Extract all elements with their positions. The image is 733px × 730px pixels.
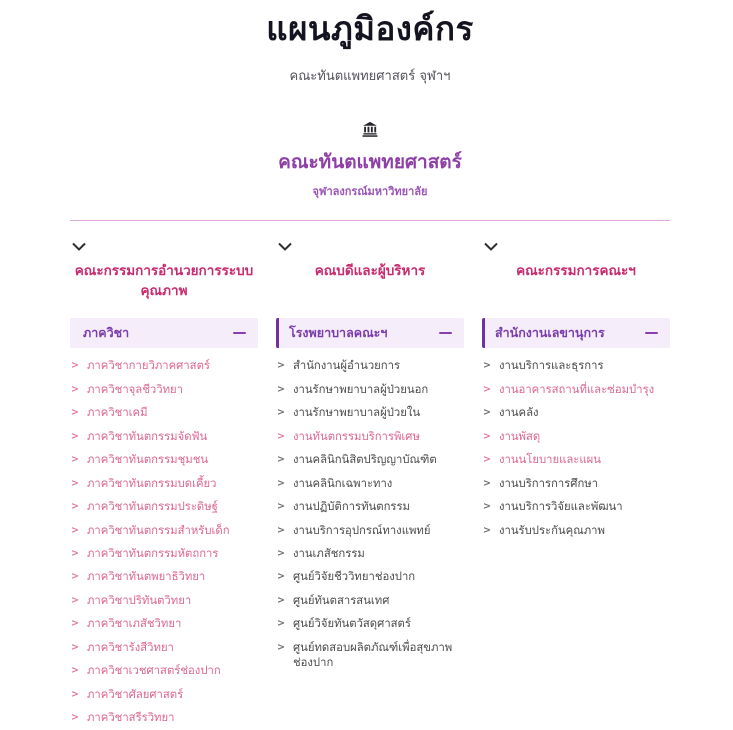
list-item[interactable] xyxy=(71,543,258,566)
list-item-label: ภาควิชาสรีรวิทยา xyxy=(86,711,175,725)
list-item[interactable] xyxy=(483,425,670,448)
chevron-right-icon: > xyxy=(277,501,285,513)
chevron-right-icon: > xyxy=(71,501,79,513)
list-item[interactable] xyxy=(483,449,670,472)
group-title-link[interactable]: คณะกรรมการคณะฯ xyxy=(516,263,636,279)
chevron-right-icon: > xyxy=(483,524,491,536)
chevron-right-icon: > xyxy=(277,594,285,606)
list-item[interactable] xyxy=(71,660,258,683)
org-columns xyxy=(70,235,670,730)
chevron-right-icon: > xyxy=(71,594,79,606)
list-item[interactable] xyxy=(483,519,670,542)
list-item-label: งานบริการและธุรการ xyxy=(498,359,604,373)
list-item[interactable] xyxy=(483,355,670,378)
list-item-label: งานบริการอุปกรณ์ทางแพทย์ xyxy=(292,523,431,537)
list-item[interactable] xyxy=(277,636,464,674)
chevron-right-icon: > xyxy=(277,618,285,630)
minus-icon xyxy=(233,332,246,334)
list-item[interactable] xyxy=(71,496,258,519)
list-item-label: ภาควิชาทันตกรรมสำหรับเด็ก xyxy=(86,523,230,537)
group-title-link[interactable]: คณบดีและผู้บริหาร xyxy=(314,263,426,279)
page-title: แผนภูมิองค์กร xyxy=(266,9,474,48)
expand-toggle-button[interactable] xyxy=(484,239,504,253)
page-subtitle: คณะทันตแพทยศาสตร์ จุฬาฯ xyxy=(289,69,451,84)
list-item-label: ศูนย์วิจัยทันตวัสดุศาสตร์ xyxy=(292,617,411,631)
chevron-right-icon: > xyxy=(277,641,285,653)
list-item[interactable] xyxy=(71,355,258,378)
list-item[interactable] xyxy=(277,590,464,613)
list-item-label: งานบริการวิจัยและพัฒนา xyxy=(498,500,623,514)
chevron-right-icon: > xyxy=(71,477,79,489)
list-item[interactable] xyxy=(277,519,464,542)
list-item-label: ศูนย์วิจัยชีววิทยาช่องปาก xyxy=(292,570,416,584)
list-item-label: ภาควิชารังสีวิทยา xyxy=(86,640,174,654)
collapse-button[interactable] xyxy=(439,328,452,338)
list-item-label: ภาควิชาทันตกรรมประดิษฐ์ xyxy=(86,500,218,514)
list-item-label: งานรักษาพยาบาลผู้ป่วยใน xyxy=(292,406,421,420)
list-item[interactable] xyxy=(277,355,464,378)
chevron-right-icon: > xyxy=(277,383,285,395)
list-item-label: ภาควิชาปริทันตวิทยา xyxy=(86,593,192,607)
chevron-right-icon: > xyxy=(483,360,491,372)
collapse-button[interactable] xyxy=(645,328,658,338)
chevron-right-icon: > xyxy=(71,548,79,560)
panel-title: สำนักงานเลขานุการ xyxy=(495,325,605,340)
list-item-label: งานบริการการศึกษา xyxy=(498,476,599,490)
list-item-label: ภาควิชาเคมี xyxy=(86,406,148,420)
institution-icon xyxy=(361,120,379,138)
chevron-right-icon: > xyxy=(483,454,491,466)
chevron-right-icon: > xyxy=(71,383,79,395)
list-item-label: ภาควิชาเภสัชวิทยา xyxy=(86,617,182,631)
list-item-label: งานรับประกันคุณภาพ xyxy=(498,523,605,537)
list-item[interactable] xyxy=(71,472,258,495)
org-column-faculty-board xyxy=(482,235,670,730)
list-item-label: ภาควิชาทันตกรรมหัตถการ xyxy=(86,547,219,561)
item-list xyxy=(276,348,464,675)
list-item[interactable] xyxy=(277,449,464,472)
org-university: จุฬาลงกรณ์มหาวิทยาลัย xyxy=(312,185,428,198)
list-item-label: ภาควิชาทันตกรรมบดเคี้ยว xyxy=(86,476,217,490)
list-item[interactable] xyxy=(71,707,258,730)
list-item[interactable] xyxy=(483,496,670,519)
page-container xyxy=(70,0,670,730)
collapse-button[interactable] xyxy=(233,328,246,338)
list-item[interactable] xyxy=(277,472,464,495)
chevron-right-icon: > xyxy=(71,360,79,372)
chevron-right-icon: > xyxy=(483,501,491,513)
list-item-label: งานปฏิบัติการทันตกรรม xyxy=(292,500,410,514)
list-item-label: งานเภสัชกรรม xyxy=(292,547,365,561)
chevron-right-icon: > xyxy=(71,407,79,419)
chevron-right-icon: > xyxy=(71,641,79,653)
chevron-right-icon: > xyxy=(71,454,79,466)
list-item[interactable] xyxy=(71,402,258,425)
panel-header xyxy=(482,318,670,348)
list-item[interactable] xyxy=(277,402,464,425)
expand-toggle-button[interactable] xyxy=(278,239,298,253)
panel-departments xyxy=(70,318,258,730)
chevron-right-icon: > xyxy=(483,383,491,395)
chevron-right-icon: > xyxy=(71,665,79,677)
list-item-label: ภาควิชาทันตกรรมชุมชน xyxy=(86,453,209,467)
item-list xyxy=(482,348,670,543)
chevron-right-icon: > xyxy=(71,712,79,724)
list-item[interactable] xyxy=(277,566,464,589)
list-item-label: ภาควิชาทันตกรรมจัดฟัน xyxy=(86,429,208,443)
chevron-right-icon: > xyxy=(71,571,79,583)
list-item[interactable] xyxy=(277,378,464,401)
chevron-right-icon: > xyxy=(277,524,285,536)
list-item[interactable] xyxy=(71,378,258,401)
item-list xyxy=(70,348,258,730)
list-item-label: งานพัสดุ xyxy=(498,429,541,443)
list-item-label: ภาควิชาศัลยศาสตร์ xyxy=(86,687,184,701)
list-item[interactable] xyxy=(483,402,670,425)
list-item[interactable] xyxy=(277,543,464,566)
org-root-node xyxy=(70,120,670,200)
group-title-link[interactable]: คณะกรรมการอำนวยการระบบคุณภาพ xyxy=(74,263,254,299)
expand-toggle-button[interactable] xyxy=(72,239,92,253)
chevron-right-icon: > xyxy=(483,430,491,442)
list-item-label: งานคลัง xyxy=(498,406,539,420)
chevron-down-icon xyxy=(484,239,498,254)
list-item[interactable] xyxy=(71,590,258,613)
list-item-label: สำนักงานผู้อำนวยการ xyxy=(292,359,401,373)
panel-title: โรงพยาบาลคณะฯ xyxy=(289,325,388,340)
list-item-label: งานนโยบายและแผน xyxy=(498,453,601,467)
list-item-label: ภาควิชาจุลชีววิทยา xyxy=(86,382,183,396)
chevron-right-icon: > xyxy=(71,688,79,700)
chevron-right-icon: > xyxy=(277,430,285,442)
list-item[interactable] xyxy=(71,449,258,472)
chevron-right-icon: > xyxy=(277,548,285,560)
org-column-quality-board xyxy=(70,235,258,730)
list-item[interactable] xyxy=(71,566,258,589)
list-item[interactable] xyxy=(483,378,670,401)
panel-header xyxy=(276,318,464,348)
list-item[interactable] xyxy=(71,519,258,542)
chevron-right-icon: > xyxy=(277,407,285,419)
list-item-label: ภาควิชากายวิภาคศาสตร์ xyxy=(86,359,210,373)
list-item-label: งานอาคารสถานที่และซ่อมบำรุง xyxy=(498,382,655,396)
minus-icon xyxy=(645,332,658,334)
chevron-down-icon xyxy=(278,239,292,254)
chevron-right-icon: > xyxy=(277,360,285,372)
chevron-right-icon: > xyxy=(277,571,285,583)
list-item[interactable] xyxy=(71,683,258,706)
list-item[interactable] xyxy=(71,425,258,448)
list-item[interactable] xyxy=(277,425,464,448)
panel-header xyxy=(70,318,258,348)
list-item-label: งานคลินิกเฉพาะทาง xyxy=(292,476,393,490)
panel-title: ภาควิชา xyxy=(83,325,130,340)
chevron-right-icon: > xyxy=(71,618,79,630)
org-column-dean-executives xyxy=(276,235,464,730)
chevron-right-icon: > xyxy=(483,477,491,489)
org-name: คณะทันตแพทยศาสตร์ xyxy=(278,151,462,173)
list-item[interactable] xyxy=(277,496,464,519)
chevron-right-icon: > xyxy=(277,454,285,466)
list-item[interactable] xyxy=(71,636,258,659)
chevron-right-icon: > xyxy=(71,430,79,442)
list-item-label: งานรักษาพยาบาลผู้ป่วยนอก xyxy=(292,382,429,396)
chevron-right-icon: > xyxy=(71,524,79,536)
panel-secretariat-office xyxy=(482,318,670,543)
chevron-right-icon: > xyxy=(277,477,285,489)
section-divider xyxy=(70,220,670,221)
list-item-label: ศูนย์ทดสอบผลิตภัณฑ์เพื่อสุขภาพช่องปาก xyxy=(292,640,453,669)
list-item-label: งานคลินิกนิสิตปริญญาบัณฑิต xyxy=(292,453,437,467)
list-item-label: ภาควิชาทันตพยาธิวิทยา xyxy=(86,570,206,584)
chevron-right-icon: > xyxy=(483,407,491,419)
list-item-label: ภาควิชาเวชศาสตร์ช่องปาก xyxy=(86,664,221,678)
minus-icon xyxy=(439,332,452,334)
list-item[interactable] xyxy=(483,472,670,495)
panel-faculty-hospital xyxy=(276,318,464,675)
chevron-down-icon xyxy=(72,239,86,254)
list-item-label: งานทันตกรรมบริการพิเศษ xyxy=(292,429,420,443)
list-item-label: ศูนย์ทันตสารสนเทศ xyxy=(292,593,390,607)
